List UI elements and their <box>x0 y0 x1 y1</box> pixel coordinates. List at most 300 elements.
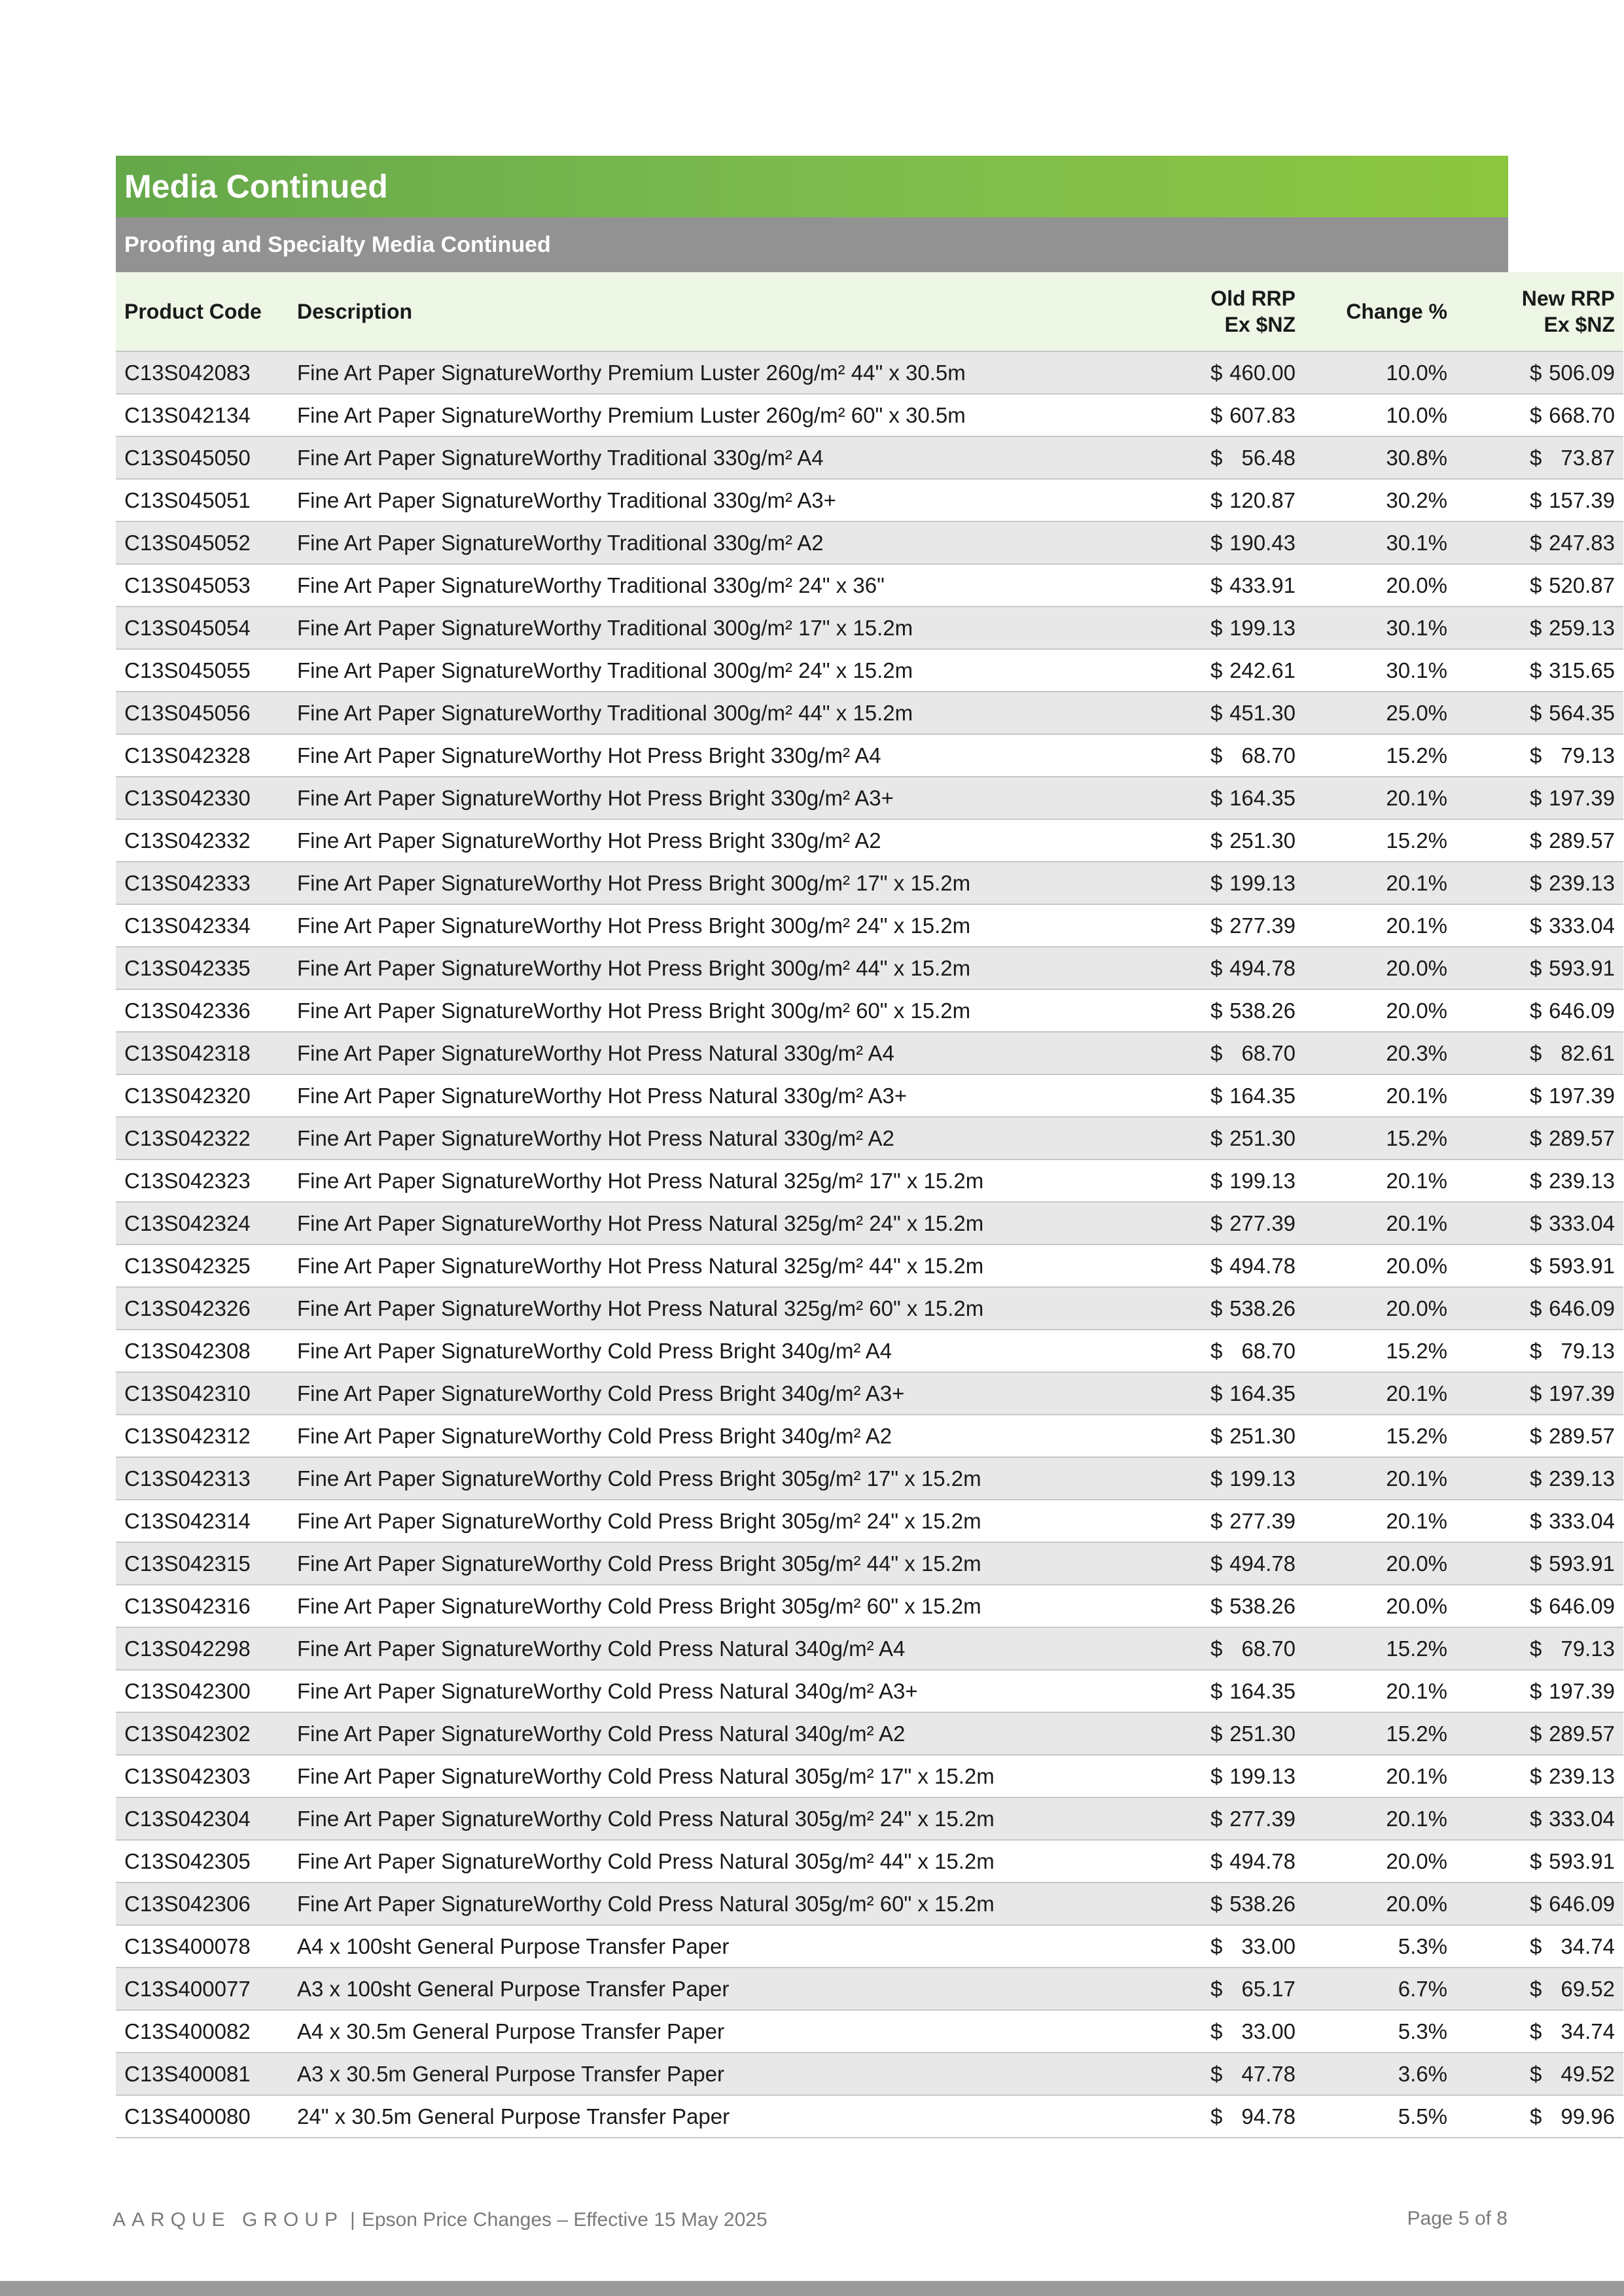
table-row <box>116 1372 1623 1415</box>
description-cell: Fine Art Paper SignatureWorthy Cold Press Natural 305g/m² 17" x 15.2m <box>289 1755 1100 1797</box>
table-row <box>116 1117 1623 1159</box>
description-cell: A3 x 30.5m General Purpose Transfer Paper <box>289 2053 1100 2095</box>
change-cell: 20.1% <box>1304 1074 1456 1117</box>
section-subtitle: Proofing and Specialty Media Continued <box>116 217 1508 272</box>
new-rrp-cell-value: 289.57 <box>1549 828 1615 853</box>
product-code-cell: C13S045051 <box>116 479 289 521</box>
old-rrp-cell <box>1100 862 1304 904</box>
old-rrp-cell <box>1100 1415 1304 1457</box>
product-code-cell: C13S400081 <box>116 2053 289 2095</box>
new-rrp-cell-value: 82.61 <box>1561 1040 1615 1065</box>
table-row <box>116 777 1623 819</box>
currency-symbol: $ <box>1530 2104 1542 2128</box>
new-rrp-cell <box>1456 1457 1623 1500</box>
table-row <box>116 734 1623 777</box>
change-cell: 30.8% <box>1304 436 1456 479</box>
header-old-rrp-line1: Old RRP <box>1210 287 1296 310</box>
description-cell: Fine Art Paper SignatureWorthy Cold Press Natural 340g/m² A2 <box>289 1712 1100 1755</box>
change-cell: 15.2% <box>1304 1712 1456 1755</box>
new-rrp-cell-value: 239.13 <box>1549 1466 1615 1491</box>
table-row <box>116 1032 1623 1074</box>
old-rrp-cell <box>1100 1882 1304 1925</box>
new-rrp-cell <box>1456 607 1623 649</box>
old-rrp-cell-value: 94.78 <box>1241 2104 1296 2128</box>
currency-symbol: $ <box>1530 360 1542 385</box>
table-row <box>116 2053 1623 2095</box>
currency-symbol: $ <box>1210 487 1223 512</box>
new-rrp-cell <box>1456 1968 1623 2010</box>
old-rrp-cell-value: 164.35 <box>1229 1381 1296 1405</box>
new-rrp-cell <box>1456 1287 1623 1330</box>
change-cell: 25.0% <box>1304 692 1456 734</box>
header-description: Description <box>289 272 1100 351</box>
description-cell: Fine Art Paper SignatureWorthy Cold Press Bright 305g/m² 60" x 15.2m <box>289 1585 1100 1627</box>
new-rrp-cell-value: 289.57 <box>1549 1423 1615 1448</box>
currency-symbol: $ <box>1530 1934 1542 1958</box>
old-rrp-cell <box>1100 1968 1304 2010</box>
product-code-cell: C13S042334 <box>116 904 289 947</box>
old-rrp-cell <box>1100 436 1304 479</box>
change-cell: 20.0% <box>1304 1542 1456 1585</box>
new-rrp-cell-value: 197.39 <box>1549 785 1615 810</box>
header-old-rrp-line2: Ex $NZ <box>1224 313 1296 336</box>
currency-symbol: $ <box>1530 1083 1542 1108</box>
old-rrp-cell-value: 538.26 <box>1229 1593 1296 1618</box>
description-cell: Fine Art Paper SignatureWorthy Traditional 330g/m² 24" x 36" <box>289 564 1100 607</box>
table-row <box>116 1627 1623 1670</box>
description-cell: Fine Art Paper SignatureWorthy Traditional 330g/m² A4 <box>289 436 1100 479</box>
header-change: Change % <box>1304 272 1456 351</box>
change-cell: 30.1% <box>1304 607 1456 649</box>
product-code-cell: C13S042336 <box>116 989 289 1032</box>
old-rrp-cell-value: 199.13 <box>1229 615 1296 640</box>
old-rrp-cell-value: 277.39 <box>1229 913 1296 938</box>
change-cell: 20.1% <box>1304 1202 1456 1245</box>
description-cell: Fine Art Paper SignatureWorthy Cold Press Bright 305g/m² 17" x 15.2m <box>289 1457 1100 1500</box>
currency-symbol: $ <box>1210 573 1223 597</box>
change-cell: 5.5% <box>1304 2095 1456 2138</box>
old-rrp-cell-value: 277.39 <box>1229 1210 1296 1235</box>
change-cell: 20.1% <box>1304 1670 1456 1712</box>
header-new-rrp <box>1456 272 1623 351</box>
change-cell: 10.0% <box>1304 351 1456 394</box>
old-rrp-cell <box>1100 947 1304 989</box>
description-cell: Fine Art Paper SignatureWorthy Hot Press Bright 300g/m² 17" x 15.2m <box>289 862 1100 904</box>
old-rrp-cell-value: 33.00 <box>1241 2019 1296 2043</box>
change-cell: 20.1% <box>1304 1457 1456 1500</box>
description-cell: Fine Art Paper SignatureWorthy Hot Press Natural 325g/m² 60" x 15.2m <box>289 1287 1100 1330</box>
table-row <box>116 1074 1623 1117</box>
old-rrp-cell <box>1100 1755 1304 1797</box>
currency-symbol: $ <box>1530 1168 1542 1193</box>
change-cell: 20.0% <box>1304 947 1456 989</box>
product-code-cell: C13S042322 <box>116 1117 289 1159</box>
product-code-cell: C13S042298 <box>116 1627 289 1670</box>
currency-symbol: $ <box>1530 2061 1542 2086</box>
currency-symbol: $ <box>1530 700 1542 725</box>
product-code-cell: C13S042310 <box>116 1372 289 1415</box>
table-row <box>116 1159 1623 1202</box>
new-rrp-cell-value: 49.52 <box>1561 2061 1615 2086</box>
currency-symbol: $ <box>1530 1806 1542 1831</box>
table-row <box>116 1797 1623 1840</box>
price-table <box>116 272 1623 2138</box>
change-cell: 20.3% <box>1304 1032 1456 1074</box>
currency-symbol: $ <box>1210 1721 1223 1746</box>
old-rrp-cell-value: 251.30 <box>1229 1423 1296 1448</box>
currency-symbol: $ <box>1530 615 1542 640</box>
table-row <box>116 819 1623 862</box>
description-cell: Fine Art Paper SignatureWorthy Hot Press Bright 300g/m² 44" x 15.2m <box>289 947 1100 989</box>
description-cell: Fine Art Paper SignatureWorthy Cold Press Natural 305g/m² 60" x 15.2m <box>289 1882 1100 1925</box>
product-code-cell: C13S042323 <box>116 1159 289 1202</box>
new-rrp-cell <box>1456 989 1623 1032</box>
bottom-bar <box>0 2281 1624 2296</box>
old-rrp-cell <box>1100 351 1304 394</box>
currency-symbol: $ <box>1210 1296 1223 1320</box>
old-rrp-cell-value: 538.26 <box>1229 998 1296 1023</box>
old-rrp-cell-value: 451.30 <box>1229 700 1296 725</box>
product-code-cell: C13S400077 <box>116 1968 289 2010</box>
product-code-cell: C13S045052 <box>116 521 289 564</box>
new-rrp-cell <box>1456 1882 1623 1925</box>
product-code-cell: C13S400080 <box>116 2095 289 2138</box>
new-rrp-cell <box>1456 734 1623 777</box>
currency-symbol: $ <box>1210 1678 1223 1703</box>
currency-symbol: $ <box>1530 1636 1542 1661</box>
change-cell: 20.1% <box>1304 904 1456 947</box>
product-code-cell: C13S042314 <box>116 1500 289 1542</box>
product-code-cell: C13S042313 <box>116 1457 289 1500</box>
table-row <box>116 1968 1623 2010</box>
table-row <box>116 1330 1623 1372</box>
new-rrp-cell <box>1456 1159 1623 1202</box>
new-rrp-cell-value: 564.35 <box>1549 700 1615 725</box>
change-cell: 20.1% <box>1304 1372 1456 1415</box>
product-code-cell: C13S042326 <box>116 1287 289 1330</box>
currency-symbol: $ <box>1210 2019 1223 2043</box>
new-rrp-cell-value: 79.13 <box>1561 743 1615 768</box>
new-rrp-cell <box>1456 351 1623 394</box>
currency-symbol: $ <box>1530 785 1542 810</box>
description-cell: Fine Art Paper SignatureWorthy Cold Press Bright 305g/m² 44" x 15.2m <box>289 1542 1100 1585</box>
currency-symbol: $ <box>1530 1210 1542 1235</box>
new-rrp-cell <box>1456 1797 1623 1840</box>
table-row <box>116 1287 1623 1330</box>
currency-symbol: $ <box>1210 2104 1223 2128</box>
old-rrp-cell <box>1100 607 1304 649</box>
old-rrp-cell-value: 68.70 <box>1241 1040 1296 1065</box>
change-cell: 15.2% <box>1304 1117 1456 1159</box>
new-rrp-cell-value: 593.91 <box>1549 1253 1615 1278</box>
product-code-cell: C13S042306 <box>116 1882 289 1925</box>
new-rrp-cell <box>1456 2053 1623 2095</box>
currency-symbol: $ <box>1210 998 1223 1023</box>
new-rrp-cell <box>1456 777 1623 819</box>
old-rrp-cell-value: 538.26 <box>1229 1296 1296 1320</box>
change-cell: 20.1% <box>1304 1755 1456 1797</box>
currency-symbol: $ <box>1210 1976 1223 2001</box>
currency-symbol: $ <box>1210 1338 1223 1363</box>
description-cell: Fine Art Paper SignatureWorthy Hot Press Bright 300g/m² 24" x 15.2m <box>289 904 1100 947</box>
old-rrp-cell <box>1100 819 1304 862</box>
old-rrp-cell <box>1100 1627 1304 1670</box>
currency-symbol: $ <box>1210 402 1223 427</box>
description-cell: Fine Art Paper SignatureWorthy Hot Press Natural 330g/m² A4 <box>289 1032 1100 1074</box>
currency-symbol: $ <box>1210 913 1223 938</box>
description-cell: Fine Art Paper SignatureWorthy Traditional 300g/m² 17" x 15.2m <box>289 607 1100 649</box>
change-cell: 3.6% <box>1304 2053 1456 2095</box>
product-code-cell: C13S042315 <box>116 1542 289 1585</box>
old-rrp-cell <box>1100 1330 1304 1372</box>
table-row <box>116 1712 1623 1755</box>
description-cell: Fine Art Paper SignatureWorthy Hot Press Natural 325g/m² 24" x 15.2m <box>289 1202 1100 1245</box>
change-cell: 6.7% <box>1304 1968 1456 2010</box>
old-rrp-cell <box>1100 1202 1304 1245</box>
new-rrp-cell-value: 73.87 <box>1561 445 1615 470</box>
new-rrp-cell-value: 315.65 <box>1549 658 1615 682</box>
old-rrp-cell-value: 199.13 <box>1229 1466 1296 1491</box>
currency-symbol: $ <box>1210 1551 1223 1576</box>
description-cell: Fine Art Paper SignatureWorthy Cold Press Natural 340g/m² A3+ <box>289 1670 1100 1712</box>
new-rrp-cell-value: 333.04 <box>1549 1806 1615 1831</box>
description-cell: Fine Art Paper SignatureWorthy Hot Press Natural 325g/m² 17" x 15.2m <box>289 1159 1100 1202</box>
product-code-cell: C13S042332 <box>116 819 289 862</box>
old-rrp-cell-value: 277.39 <box>1229 1508 1296 1533</box>
old-rrp-cell <box>1100 1159 1304 1202</box>
new-rrp-cell <box>1456 819 1623 862</box>
old-rrp-cell-value: 199.13 <box>1229 1763 1296 1788</box>
currency-symbol: $ <box>1530 487 1542 512</box>
header-new-rrp-line2: Ex $NZ <box>1544 313 1615 336</box>
change-cell: 20.0% <box>1304 1245 1456 1287</box>
old-rrp-cell-value: 56.48 <box>1241 445 1296 470</box>
description-cell: Fine Art Paper SignatureWorthy Cold Press Bright 340g/m² A2 <box>289 1415 1100 1457</box>
change-cell: 20.0% <box>1304 1882 1456 1925</box>
price-sheet <box>116 156 1615 2138</box>
table-row <box>116 1840 1623 1882</box>
old-rrp-cell <box>1100 1074 1304 1117</box>
table-row <box>116 1500 1623 1542</box>
old-rrp-cell-value: 68.70 <box>1241 1338 1296 1363</box>
product-code-cell: C13S042320 <box>116 1074 289 1117</box>
new-rrp-cell <box>1456 1032 1623 1074</box>
change-cell: 30.1% <box>1304 521 1456 564</box>
new-rrp-cell <box>1456 1670 1623 1712</box>
new-rrp-cell-value: 239.13 <box>1549 870 1615 895</box>
product-code-cell: C13S045050 <box>116 436 289 479</box>
new-rrp-cell-value: 79.13 <box>1561 1636 1615 1661</box>
new-rrp-cell <box>1456 564 1623 607</box>
new-rrp-cell-value: 79.13 <box>1561 1338 1615 1363</box>
description-cell: Fine Art Paper SignatureWorthy Hot Press Natural 330g/m² A2 <box>289 1117 1100 1159</box>
new-rrp-cell <box>1456 1330 1623 1372</box>
description-cell: Fine Art Paper SignatureWorthy Hot Press Bright 330g/m² A3+ <box>289 777 1100 819</box>
change-cell: 20.1% <box>1304 1797 1456 1840</box>
table-row <box>116 862 1623 904</box>
currency-symbol: $ <box>1530 1508 1542 1533</box>
page-number: Page 5 of 8 <box>1407 2208 1508 2229</box>
old-rrp-cell-value: 494.78 <box>1229 955 1296 980</box>
old-rrp-cell-value: 460.00 <box>1229 360 1296 385</box>
currency-symbol: $ <box>1530 1338 1542 1363</box>
new-rrp-cell-value: 668.70 <box>1549 402 1615 427</box>
old-rrp-cell-value: 494.78 <box>1229 1848 1296 1873</box>
new-rrp-cell-value: 333.04 <box>1549 913 1615 938</box>
new-rrp-cell-value: 34.74 <box>1561 1934 1615 1958</box>
old-rrp-cell <box>1100 692 1304 734</box>
new-rrp-cell-value: 197.39 <box>1549 1083 1615 1108</box>
old-rrp-cell <box>1100 1712 1304 1755</box>
new-rrp-cell-value: 289.57 <box>1549 1721 1615 1746</box>
description-cell: Fine Art Paper SignatureWorthy Cold Press Bright 340g/m² A3+ <box>289 1372 1100 1415</box>
description-cell: Fine Art Paper SignatureWorthy Cold Press Bright 340g/m² A4 <box>289 1330 1100 1372</box>
currency-symbol: $ <box>1530 1891 1542 1916</box>
old-rrp-cell-value: 164.35 <box>1229 785 1296 810</box>
table-row <box>116 607 1623 649</box>
currency-symbol: $ <box>1530 1040 1542 1065</box>
old-rrp-cell <box>1100 2010 1304 2053</box>
description-cell: Fine Art Paper SignatureWorthy Hot Press Bright 300g/m² 60" x 15.2m <box>289 989 1100 1032</box>
description-cell: Fine Art Paper SignatureWorthy Hot Press Natural 330g/m² A3+ <box>289 1074 1100 1117</box>
change-cell: 15.2% <box>1304 1627 1456 1670</box>
currency-symbol: $ <box>1210 785 1223 810</box>
new-rrp-cell-value: 333.04 <box>1549 1210 1615 1235</box>
currency-symbol: $ <box>1530 402 1542 427</box>
table-row <box>116 394 1623 436</box>
currency-symbol: $ <box>1530 1466 1542 1491</box>
product-code-cell: C13S042324 <box>116 1202 289 1245</box>
old-rrp-cell <box>1100 1542 1304 1585</box>
product-code-cell: C13S045054 <box>116 607 289 649</box>
currency-symbol: $ <box>1210 1508 1223 1533</box>
currency-symbol: $ <box>1210 1848 1223 1873</box>
currency-symbol: $ <box>1210 828 1223 853</box>
new-rrp-cell-value: 646.09 <box>1549 1891 1615 1916</box>
change-cell: 10.0% <box>1304 394 1456 436</box>
old-rrp-cell <box>1100 1585 1304 1627</box>
old-rrp-cell-value: 199.13 <box>1229 870 1296 895</box>
new-rrp-cell <box>1456 1755 1623 1797</box>
old-rrp-cell <box>1100 649 1304 692</box>
old-rrp-cell-value: 251.30 <box>1229 1721 1296 1746</box>
old-rrp-cell <box>1100 564 1304 607</box>
change-cell: 15.2% <box>1304 1330 1456 1372</box>
currency-symbol: $ <box>1530 1593 1542 1618</box>
description-cell: Fine Art Paper SignatureWorthy Hot Press Bright 330g/m² A2 <box>289 819 1100 862</box>
new-rrp-cell <box>1456 904 1623 947</box>
new-rrp-cell-value: 157.39 <box>1549 487 1615 512</box>
new-rrp-cell-value: 520.87 <box>1549 573 1615 597</box>
new-rrp-cell-value: 247.83 <box>1549 530 1615 555</box>
product-code-cell: C13S042335 <box>116 947 289 989</box>
new-rrp-cell <box>1456 479 1623 521</box>
currency-symbol: $ <box>1530 530 1542 555</box>
currency-symbol: $ <box>1530 1763 1542 1788</box>
description-cell: Fine Art Paper SignatureWorthy Cold Press Natural 305g/m² 44" x 15.2m <box>289 1840 1100 1882</box>
old-rrp-cell-value: 607.83 <box>1229 402 1296 427</box>
product-code-cell: C13S042134 <box>116 394 289 436</box>
currency-symbol: $ <box>1210 870 1223 895</box>
section-title: Media Continued <box>116 156 1508 217</box>
old-rrp-cell <box>1100 1287 1304 1330</box>
product-code-cell: C13S042325 <box>116 1245 289 1287</box>
new-rrp-cell <box>1456 1542 1623 1585</box>
currency-symbol: $ <box>1530 1721 1542 1746</box>
currency-symbol: $ <box>1530 1296 1542 1320</box>
new-rrp-cell <box>1456 1500 1623 1542</box>
product-code-cell: C13S045055 <box>116 649 289 692</box>
header-product-code: Product Code <box>116 272 289 351</box>
currency-symbol: $ <box>1210 700 1223 725</box>
new-rrp-cell <box>1456 1840 1623 1882</box>
currency-symbol: $ <box>1210 1593 1223 1618</box>
old-rrp-cell <box>1100 989 1304 1032</box>
old-rrp-cell-value: 65.17 <box>1241 1976 1296 2001</box>
currency-symbol: $ <box>1210 1125 1223 1150</box>
table-row <box>116 2095 1623 2138</box>
old-rrp-cell <box>1100 1245 1304 1287</box>
currency-symbol: $ <box>1210 1636 1223 1661</box>
product-code-cell: C13S042304 <box>116 1797 289 1840</box>
new-rrp-cell-value: 506.09 <box>1549 360 1615 385</box>
old-rrp-cell <box>1100 1032 1304 1074</box>
old-rrp-cell-value: 164.35 <box>1229 1083 1296 1108</box>
old-rrp-cell-value: 251.30 <box>1229 1125 1296 1150</box>
new-rrp-cell-value: 197.39 <box>1549 1381 1615 1405</box>
old-rrp-cell <box>1100 2053 1304 2095</box>
table-row <box>116 1925 1623 1968</box>
new-rrp-cell <box>1456 436 1623 479</box>
currency-symbol: $ <box>1210 1210 1223 1235</box>
change-cell: 20.1% <box>1304 1159 1456 1202</box>
header-old-rrp <box>1100 272 1304 351</box>
new-rrp-cell <box>1456 2095 1623 2138</box>
new-rrp-cell <box>1456 1372 1623 1415</box>
change-cell: 20.1% <box>1304 777 1456 819</box>
currency-symbol: $ <box>1210 2061 1223 2086</box>
old-rrp-cell <box>1100 1500 1304 1542</box>
description-cell: Fine Art Paper SignatureWorthy Premium Luster 260g/m² 60" x 30.5m <box>289 394 1100 436</box>
new-rrp-cell <box>1456 521 1623 564</box>
description-cell: Fine Art Paper SignatureWorthy Cold Press Natural 340g/m² A4 <box>289 1627 1100 1670</box>
old-rrp-cell-value: 433.91 <box>1229 573 1296 597</box>
new-rrp-cell <box>1456 1074 1623 1117</box>
old-rrp-cell-value: 190.43 <box>1229 530 1296 555</box>
product-code-cell: C13S042300 <box>116 1670 289 1712</box>
description-cell: Fine Art Paper SignatureWorthy Premium Luster 260g/m² 44" x 30.5m <box>289 351 1100 394</box>
change-cell: 15.2% <box>1304 819 1456 862</box>
old-rrp-cell <box>1100 1840 1304 1882</box>
change-cell: 15.2% <box>1304 734 1456 777</box>
new-rrp-cell-value: 259.13 <box>1549 615 1615 640</box>
table-row <box>116 692 1623 734</box>
new-rrp-cell <box>1456 394 1623 436</box>
currency-symbol: $ <box>1530 955 1542 980</box>
new-rrp-cell <box>1456 947 1623 989</box>
currency-symbol: $ <box>1210 658 1223 682</box>
new-rrp-cell-value: 593.91 <box>1549 955 1615 980</box>
new-rrp-cell <box>1456 1202 1623 1245</box>
currency-symbol: $ <box>1530 1976 1542 2001</box>
old-rrp-cell-value: 120.87 <box>1229 487 1296 512</box>
table-body <box>116 351 1623 2138</box>
currency-symbol: $ <box>1530 1125 1542 1150</box>
currency-symbol: $ <box>1210 1040 1223 1065</box>
footer-separator: | <box>350 2209 355 2231</box>
table-header-row <box>116 272 1623 351</box>
product-code-cell: C13S042330 <box>116 777 289 819</box>
